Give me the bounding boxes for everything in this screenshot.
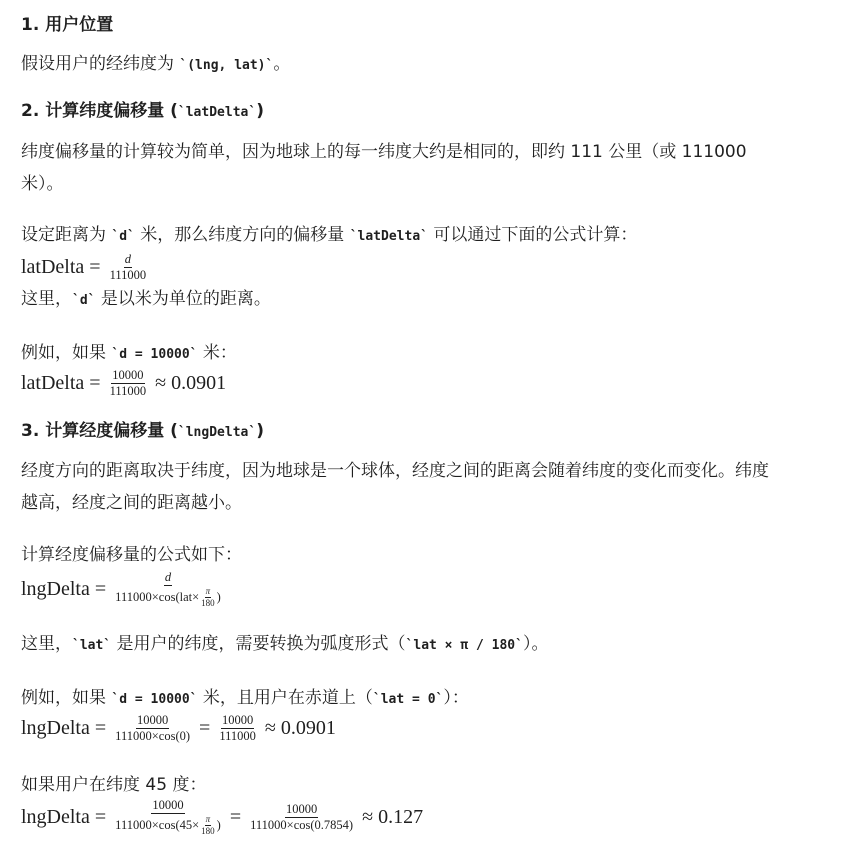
fraction — [114, 571, 222, 608]
inline-code-radian-conversion: `lat × π / 180` — [405, 638, 523, 653]
fraction-numerator: 10000 — [152, 797, 184, 812]
pi-symbol: π — [205, 585, 211, 596]
fraction-numerator: 10000 — [221, 712, 254, 727]
heading-text: 1. 用户位置 — [21, 15, 114, 35]
formula-lhs: latDelta = — [21, 255, 106, 278]
fraction-denominator — [114, 814, 222, 836]
example-text: ）： — [443, 688, 469, 708]
example-text: 例如，如果 — [21, 343, 112, 363]
formula-lhs: lngDelta = — [21, 716, 112, 739]
fraction-numerator: 10000 — [136, 712, 169, 727]
section-3-formula-intro — [21, 543, 242, 567]
section-3-example-45 — [21, 773, 206, 797]
inline-code-d-value: `d = 10000` — [111, 347, 198, 362]
inline-code-d: `d` — [72, 293, 96, 308]
note-text: 是以米为单位的距离。 — [95, 289, 271, 309]
fraction-denominator: 111000×cos(0.7854) — [250, 817, 354, 832]
inline-code-d-value: `d = 10000` — [111, 692, 198, 707]
formula-result: ≈ 0.0901 — [150, 371, 227, 394]
denominator-text: 111000×cos(45× — [115, 817, 200, 832]
fraction — [249, 803, 354, 832]
paragraph-line: 经度方向的距离取决于纬度，因为地球是一个球体，经度之间的距离会随着纬度的变化而变化。纬度 — [21, 461, 769, 481]
formula-lngdelta-45 — [21, 797, 423, 837]
fraction — [218, 714, 257, 743]
fraction — [114, 799, 222, 836]
formula-intro-text: 计算经度偏移量的公式如下： — [21, 545, 242, 565]
intro-suffix: 。 — [273, 54, 291, 74]
divisor-180: 180 — [201, 825, 215, 836]
fraction-denominator — [114, 586, 222, 608]
section-3-paragraph — [21, 455, 769, 519]
heading-text: 3. 计算经度偏移量 ( — [21, 421, 178, 441]
fraction — [109, 253, 148, 282]
section-3-example-equator — [21, 686, 469, 712]
formula-lngdelta-equator — [21, 711, 336, 745]
paragraph-line: 纬度偏移量的计算较为简单，因为地球上的每一纬度大约是相同的，即约 111 公里（或 111000 — [21, 142, 747, 162]
intro-text: 假设用户的经纬度为 — [21, 54, 180, 74]
inline-code-latdelta: `latDelta` — [177, 105, 257, 120]
fraction-numerator: 10000 — [285, 801, 318, 816]
section-2-setup — [21, 223, 637, 249]
pi-symbol: π — [205, 813, 211, 824]
inline-code-d: `d` — [111, 229, 135, 244]
note-text: 这里， — [21, 289, 72, 309]
formula-latdelta — [21, 250, 150, 284]
equals-sign: = — [194, 716, 216, 739]
paragraph-line: 越高，经度之间的距离越小。 — [21, 493, 242, 513]
formula-lhs: lngDelta = — [21, 577, 112, 600]
fraction-denominator: 111000 — [109, 267, 147, 282]
inline-code-lat: `lat` — [72, 638, 112, 653]
inline-code-latdelta: `latDelta` — [349, 229, 428, 244]
section-2-paragraph — [21, 136, 747, 200]
formula-lhs: lngDelta = — [21, 805, 112, 828]
fraction-denominator: 111000 — [109, 383, 147, 398]
formula-result: ≈ 0.0901 — [259, 716, 336, 739]
note-text: 是用户的纬度，需要转换为弧度形式（ — [111, 634, 406, 654]
pi-over-180-fraction — [200, 815, 216, 836]
equals-sign: = — [224, 805, 247, 828]
denominator-text: ) — [216, 589, 221, 604]
section-2-example — [21, 341, 237, 367]
fraction-denominator: 111000 — [219, 728, 256, 743]
example-text: 米： — [197, 343, 237, 363]
fraction-numerator: d — [124, 251, 131, 266]
section-3-heading — [21, 419, 264, 445]
inline-code-lat-zero: `lat = 0` — [372, 692, 444, 707]
section-2-heading — [21, 99, 264, 125]
formula-result: ≈ 0.127 — [357, 805, 424, 828]
setup-text: 米，那么纬度方向的偏移量 — [134, 225, 350, 245]
section-2-note — [21, 287, 271, 313]
formula-lhs: latDelta = — [21, 371, 106, 394]
inline-code-lngdelta: `lngDelta` — [177, 425, 257, 440]
section-1-heading — [21, 13, 113, 37]
heading-suffix: ) — [256, 421, 264, 441]
fraction — [109, 369, 148, 398]
note-text: 这里， — [21, 634, 72, 654]
denominator-text: 111000×cos(lat× — [115, 589, 200, 604]
fraction-numerator: 10000 — [112, 367, 144, 382]
pi-over-180-fraction — [200, 587, 216, 608]
example-text: 米，且用户在赤道上（ — [197, 688, 373, 708]
heading-suffix: ) — [256, 101, 264, 121]
formula-latdelta-example — [21, 366, 226, 400]
fraction-numerator: d — [164, 569, 172, 584]
section-3-note — [21, 632, 548, 658]
formula-lngdelta — [21, 569, 225, 609]
heading-text: 2. 计算纬度偏移量 ( — [21, 101, 178, 121]
setup-text: 可以通过下面的公式计算： — [427, 225, 638, 245]
setup-text: 设定距离为 — [21, 225, 112, 245]
divisor-180: 180 — [201, 597, 215, 608]
denominator-text: ) — [216, 817, 221, 832]
section-1-intro — [21, 52, 290, 78]
fraction — [114, 714, 191, 743]
example-text: 如果用户在纬度 45 度： — [21, 775, 207, 795]
example-text: 例如，如果 — [21, 688, 112, 708]
fraction-denominator: 111000×cos(0) — [115, 728, 191, 743]
inline-code-lng-lat: `(lng, lat)` — [179, 58, 274, 73]
note-text: ）。 — [522, 634, 549, 654]
paragraph-line: 米）。 — [21, 174, 64, 194]
